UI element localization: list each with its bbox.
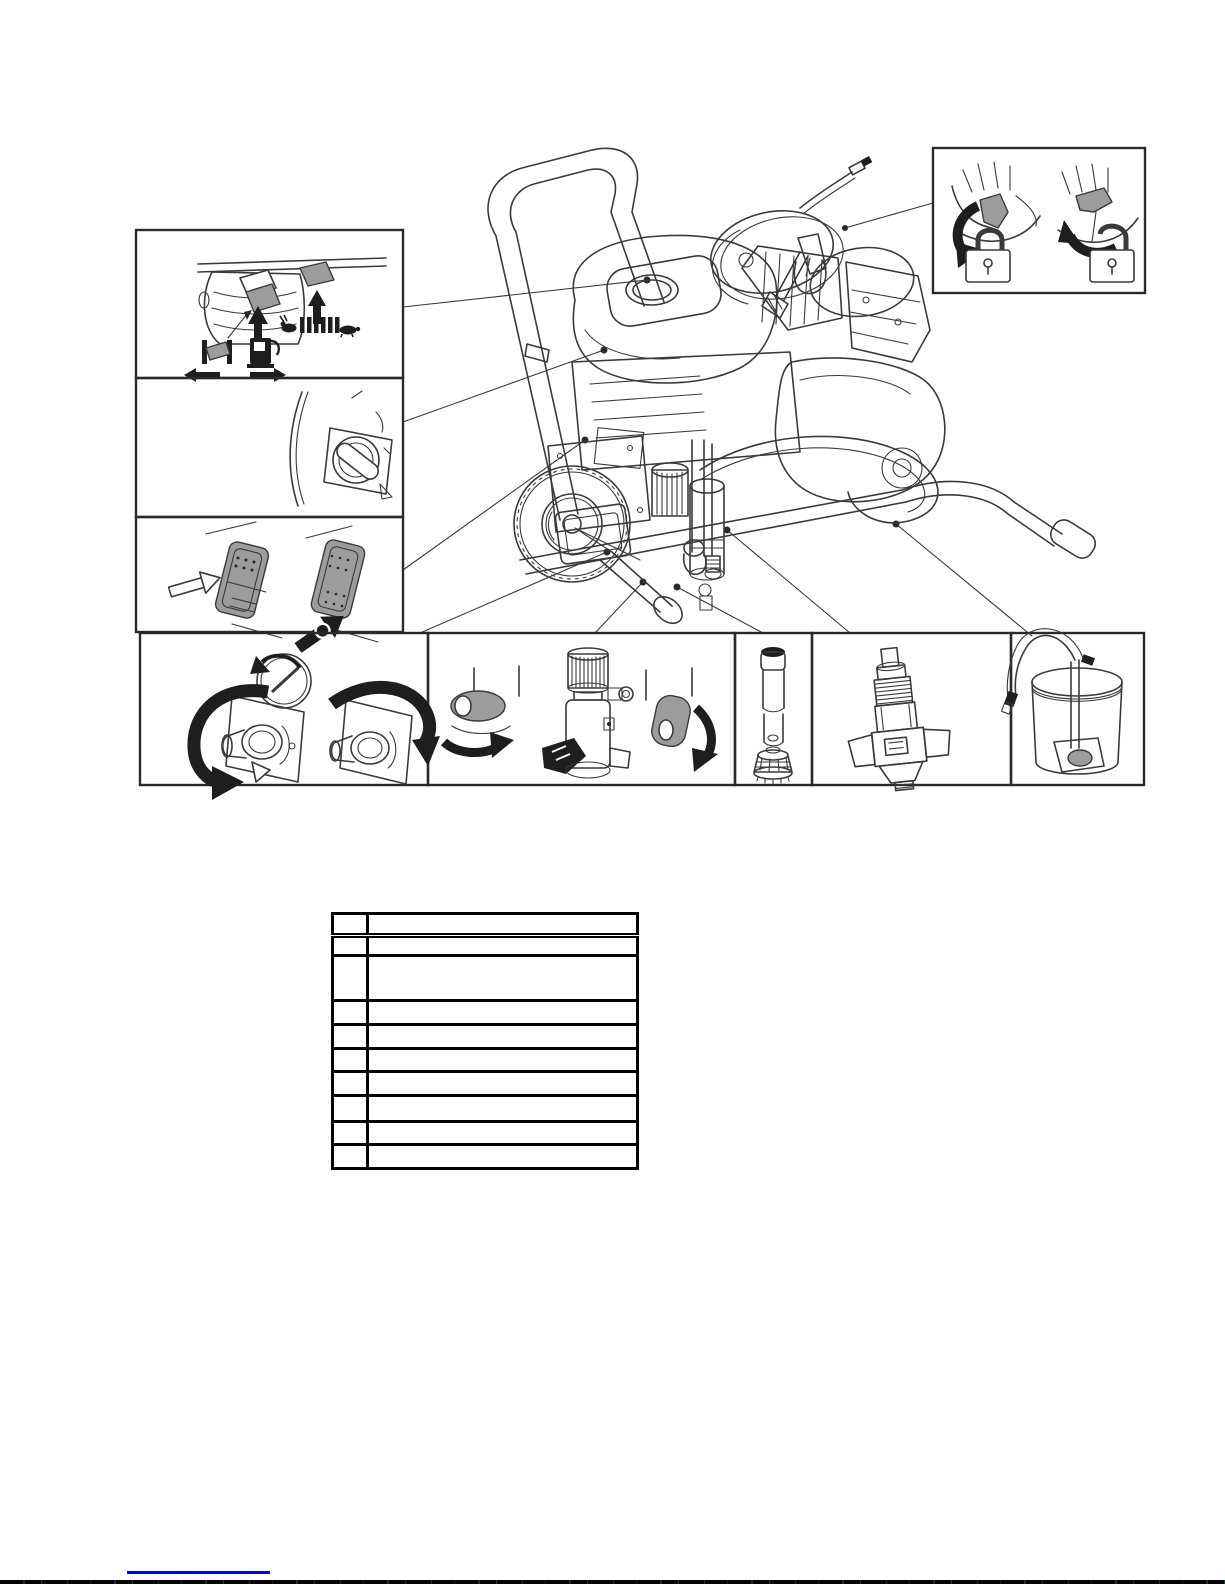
table-row — [333, 1145, 638, 1169]
table-cell-desc — [368, 1001, 638, 1025]
table-cell-desc — [368, 936, 638, 956]
rotate-cw-arrow-icon — [412, 736, 440, 766]
engine-icon — [572, 235, 945, 501]
table-cell-desc — [368, 914, 638, 936]
table-cell-ref — [333, 1122, 368, 1145]
table-row — [333, 1025, 638, 1049]
table-cell-desc — [368, 1072, 638, 1096]
unlock-arrow-icon — [1058, 220, 1080, 244]
suction-tube-icon — [761, 647, 785, 746]
spray-gun-icon — [762, 234, 826, 318]
table-cell-desc — [368, 1122, 638, 1145]
valve-spray-position-icon — [444, 666, 519, 758]
inset-box-suction-tube — [754, 647, 792, 784]
table-cell-desc — [368, 1145, 638, 1169]
table-row — [333, 1049, 638, 1072]
table-cell-desc — [368, 1025, 638, 1049]
throttle-slow-icon — [340, 326, 361, 338]
left-arrow-icon — [184, 368, 220, 382]
table-row — [333, 1122, 638, 1145]
table-row — [333, 1072, 638, 1096]
fuel-pump-icon — [247, 338, 279, 368]
padlock-unlocked-icon — [1090, 226, 1134, 282]
table-cell-ref — [333, 1025, 368, 1049]
inset-box-trigger-safety — [933, 148, 1145, 293]
choke-knob-icon — [324, 428, 392, 499]
spray-gun-hose-illustration — [703, 156, 918, 323]
table-cell-ref — [333, 1072, 368, 1096]
rocker-switch-off — [310, 538, 367, 619]
throttle-fast-icon — [280, 315, 297, 333]
drain-hose-icon — [700, 436, 938, 522]
right-arrow-icon — [250, 368, 286, 382]
pressure-increase-knob — [330, 687, 440, 784]
trigger-lock-lever — [980, 194, 1008, 228]
inset-box-fuel-valve — [136, 230, 403, 382]
table-cell-desc — [368, 956, 638, 1001]
strainer-icon — [754, 747, 792, 784]
table-cell-ref — [333, 1049, 368, 1072]
callout-lines — [403, 203, 1032, 636]
table-row — [333, 1096, 638, 1122]
table-row — [333, 1001, 638, 1025]
throttle-lever-icon — [300, 262, 334, 286]
table-cell-desc — [368, 1049, 638, 1072]
rocker-switch-on — [214, 540, 270, 620]
pump-assembly-icon — [548, 436, 724, 610]
cart-handle-icon — [488, 148, 664, 520]
table-row — [333, 956, 638, 1001]
inset-box-pail — [1002, 629, 1122, 774]
inset-box-filter-valve — [839, 643, 955, 795]
inset-box-prime-spray — [444, 648, 718, 778]
page-bottom-scan-edge — [0, 1580, 1225, 1584]
table-cell-ref — [333, 914, 368, 936]
table-cell-ref — [333, 936, 368, 956]
table-cell-ref — [333, 956, 368, 1001]
table-row — [333, 936, 638, 956]
table-cell-desc — [368, 1096, 638, 1122]
sprayer-illustration — [488, 148, 1099, 628]
table-cell-ref — [333, 1145, 368, 1169]
filter-valve-icon — [839, 643, 955, 795]
inset-box-engine-switch — [136, 517, 403, 659]
inset-box-choke — [136, 378, 403, 517]
table-cell-ref — [333, 1096, 368, 1122]
reference-table — [331, 912, 639, 1170]
fuel-valve-off-icon — [202, 340, 232, 364]
valve-prime-position-icon — [646, 668, 718, 772]
rotate-ccw-arrow-icon — [212, 766, 244, 800]
gauge-icon — [250, 654, 311, 708]
table-cell-ref — [333, 1001, 368, 1025]
inset-box-pressure-control — [194, 654, 440, 800]
press-on-arrow-icon — [167, 567, 223, 602]
table-header-row — [333, 914, 638, 936]
drain-valve-icon — [542, 648, 633, 778]
pail-suction-tube — [1054, 654, 1104, 772]
footer-link-underline[interactable] — [127, 1571, 270, 1574]
